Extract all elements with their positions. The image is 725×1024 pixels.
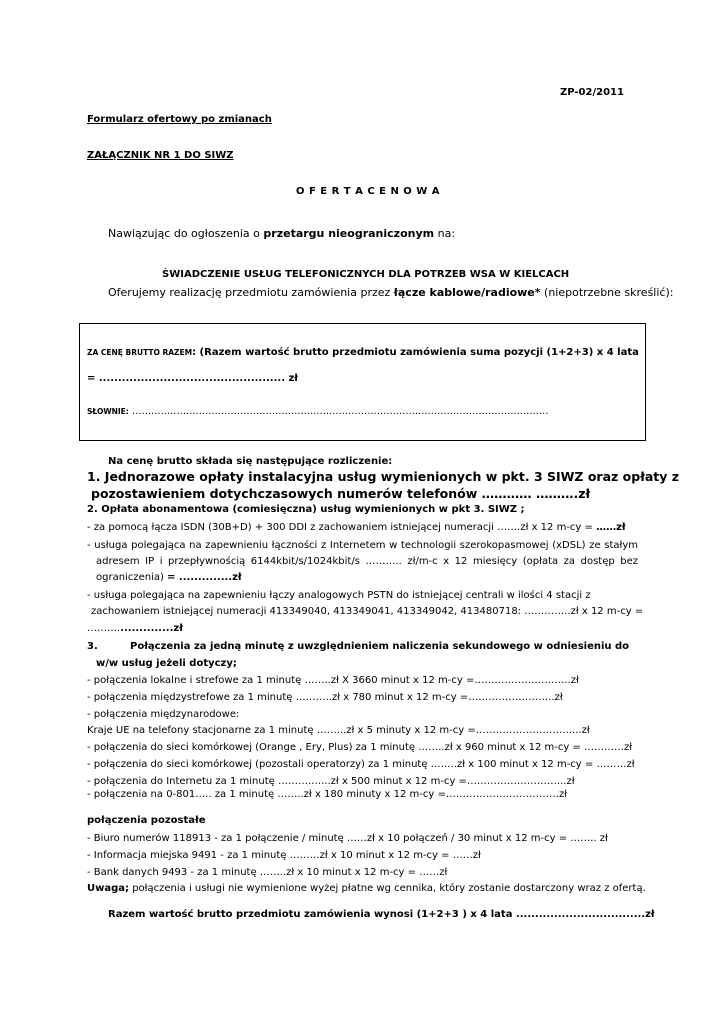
subject-title: ŚWIADCZENIE USŁUG TELEFONICZNYCH DLA POTRZEB WSA W KIELCACH bbox=[162, 269, 570, 280]
call-item: - połączenia międzynarodowe: bbox=[87, 709, 240, 720]
price-label-small: ZA CENĘ BRUTTO RAZEM bbox=[87, 348, 193, 357]
call-item: - połączenia na 0-801….. za 1 minutę ……..zł x 180 minuty x 12 m-cy =……………….……………zł bbox=[87, 789, 568, 800]
item2-isdn bbox=[87, 521, 626, 535]
item1-line1: 1. Jednorazowe opłaty instalacyjna usług wymienionych w pkt. 3 SIWZ oraz opłaty z bbox=[87, 469, 680, 484]
item2-internet-amount: = ..............zł bbox=[167, 572, 242, 583]
price-label bbox=[87, 346, 639, 360]
item2-pstn-line1: - usługa polegająca na zapewnieniu łączy analogowych PSTN do istniejącej centrali w ilości 4 stacji z bbox=[87, 590, 591, 601]
item2-internet-line3 bbox=[96, 571, 242, 585]
intro-text: Nawiązując do ogłoszenia o bbox=[108, 227, 264, 240]
price-words-label: SŁOWNIE: bbox=[87, 407, 129, 416]
offer-line-text: Oferujemy realizację przedmiotu zamówienia przez bbox=[108, 286, 394, 299]
price-words-dots: ................................................................................................................................... bbox=[128, 406, 549, 417]
item2-pstn-dots: ………. bbox=[87, 623, 121, 634]
item2-pstn-line2: zachowaniem istniejącej numeracji 413349040, 413349041, 413349042, 413480718: …………..zł x 12 m-cy = bbox=[91, 606, 644, 617]
call-item: - połączenia lokalne i strefowe za 1 minutę ……..zł X 3660 minut x 12 m-cy =………………………..zł bbox=[87, 675, 579, 686]
item2-isdn-amount: ……zł bbox=[596, 522, 626, 533]
item3-number: 3. bbox=[87, 641, 98, 652]
note-text: połączenia i usługi nie wymienione wyżej płatne wg cennika, który zostanie dostarczony wraz z ofertą. bbox=[129, 883, 646, 894]
item2-pstn-line3 bbox=[87, 622, 183, 636]
call-item: Kraje UE na telefony stacjonarne za 1 minutę ……...zł x 5 minuty x 12 m-cy =……………………….....zł bbox=[87, 725, 590, 736]
item2-internet-line1: - usługa polegająca na zapewnieniu łączności z Internetem w technologii szerokopasmowej (xDSL) ze stałym bbox=[87, 540, 638, 551]
intro-paragraph bbox=[108, 227, 455, 241]
item2-isdn-text: - za pomocą łącza ISDN (30B+D) + 300 DDI z zachowaniem istniejącej numeracji …….zł x 12 m-cy = bbox=[87, 522, 597, 533]
call-item: - połączenia do sieci komórkowej (Orange , Ery, Plus) za 1 minutę ……..zł x 960 minut x 12 m-cy = …………zł bbox=[87, 742, 633, 753]
other-call-item: - Informacja miejska 9491 - za 1 minutę ………zł x 10 minut x 12 m-cy = ……zł bbox=[87, 850, 481, 861]
note-label: Uwaga; bbox=[87, 883, 130, 894]
offer-title: O F E R T A C E N O W A bbox=[296, 186, 441, 197]
intro-tender-type: przetargu nieograniczonym bbox=[263, 227, 435, 240]
offer-line-connection: łącze kablowe/radiowe* bbox=[393, 286, 541, 299]
price-words bbox=[87, 405, 548, 419]
offer-line bbox=[108, 286, 673, 300]
item1-line2: pozostawieniem dotychczasowych numerów telefonów ………… ……….zł bbox=[91, 486, 591, 501]
other-call-item: - Biuro numerów 118913 - za 1 połączenie / minutę ……zł x 10 połączeń / 30 minut x 12 m-cy = …….. zł bbox=[87, 833, 608, 844]
item3-title-line1: Połączenia za jedną minutę z uwzględnieniem naliczenia sekundowego w odniesieniu do bbox=[130, 641, 630, 652]
total-line: Razem wartość brutto przedmiotu zamówienia wynosi (1+2+3 ) x 4 lata ..................................zł bbox=[108, 909, 655, 920]
price-amount: = ................................................. zł bbox=[87, 373, 299, 384]
price-label-text: : (Razem wartość brutto przedmiotu zamówienia suma pozycji (1+2+3) x 4 lata bbox=[192, 347, 639, 358]
call-item: - połączenia międzystrefowe za 1 minutę ………..zł x 780 minut x 12 m-cy =……………………..zł bbox=[87, 692, 563, 703]
item2-internet-text: ograniczenia) bbox=[96, 572, 168, 583]
call-item: - połączenia do sieci komórkowej (pozostali operatorzy) za 1 minutę ……..zł x 100 minut x 12 m-cy = ………zł bbox=[87, 759, 635, 770]
call-item: - połączenia do Internetu za 1 minutę ……….…...zł x 500 minut x 12 m-cy =………………………...zł bbox=[87, 776, 575, 787]
other-calls-heading: połączenia pozostałe bbox=[87, 815, 206, 826]
item2-pstn-amount: ..............zł bbox=[120, 623, 183, 634]
item3-title-line2: w/w usług jeżeli dotyczy; bbox=[96, 658, 237, 669]
item2-title: 2. Opłata abonamentowa (comiesięczna) usług wymienionych w pkt 3. SIWZ ; bbox=[87, 504, 525, 515]
breakdown-heading: Na cenę brutto składa się następujące rozliczenie: bbox=[108, 456, 393, 467]
intro-suffix: na: bbox=[434, 227, 456, 240]
annex-title: ZAŁĄCZNIK NR 1 DO SIWZ bbox=[87, 150, 234, 161]
item2-internet-line2: adresem IP i przepływnością 6144kbit/s/1024kbit/s ……….. zł/m-c x 12 miesięcy (opłata za dostęp bez bbox=[96, 556, 638, 567]
other-call-item: - Bank danych 9493 - za 1 minutę ……..zł x 10 minut x 12 m-cy = ……zł bbox=[87, 867, 448, 878]
form-title: Formularz ofertowy po zmianach bbox=[87, 114, 272, 125]
offer-line-suffix: (niepotrzebne skreślić): bbox=[540, 286, 674, 299]
note bbox=[87, 882, 646, 896]
reference-number: ZP-02/2011 bbox=[560, 87, 624, 98]
